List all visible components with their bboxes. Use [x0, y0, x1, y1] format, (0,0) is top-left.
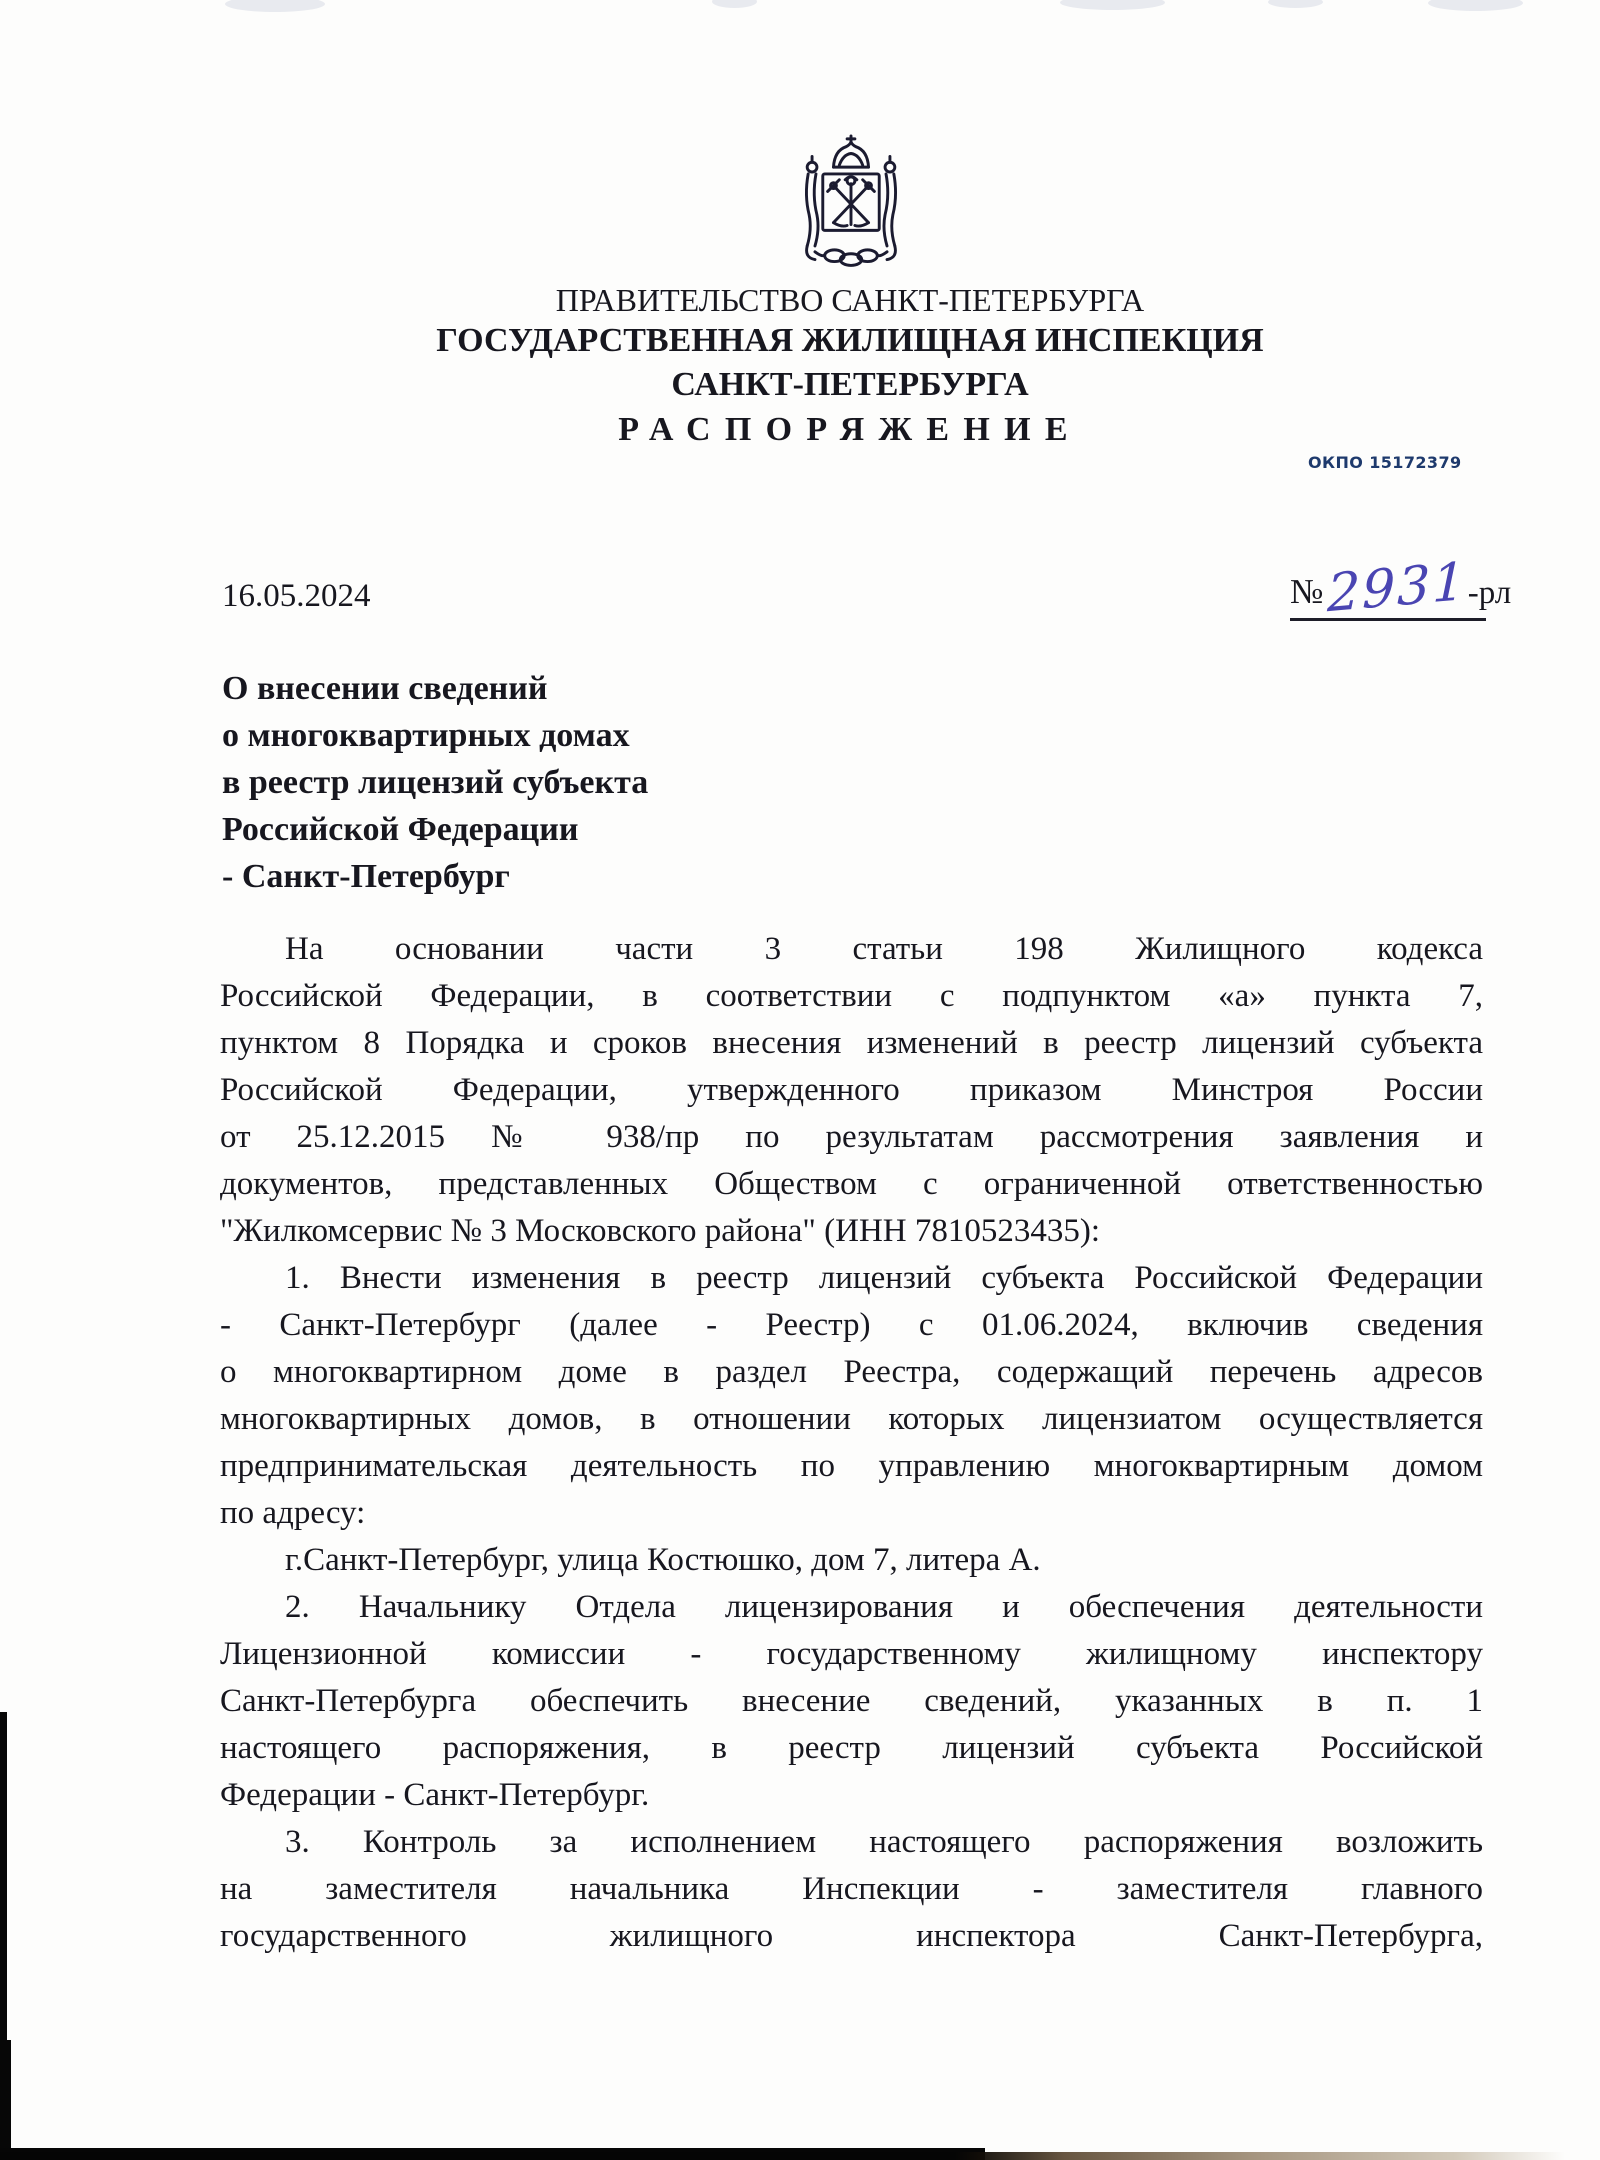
- org-name-inspection: ГОСУДАРСТВЕННАЯ ЖИЛИЩНАЯ ИНСПЕКЦИЯ: [436, 322, 1264, 359]
- scan-smudge: [712, 0, 757, 8]
- scan-smudge: [1060, 0, 1165, 10]
- title-line: Российской Федерации: [222, 811, 579, 848]
- body-line: Российской Федерации, в соответствии с подпунктом «а» пункта 7,: [220, 978, 1483, 1014]
- coat-of-arms-icon: [778, 134, 924, 282]
- body-line: по адресу:: [220, 1495, 366, 1531]
- body-line: предпринимательская деятельность по управлению многоквартирным домом: [220, 1448, 1483, 1484]
- body-line: на заместителя начальника Инспекции - заместителя главного: [220, 1871, 1483, 1907]
- body-line: о многоквартирном доме в раздел Реестра, содержащий перечень адресов: [220, 1354, 1483, 1390]
- body-line: Федерации - Санкт-Петербург.: [220, 1777, 650, 1813]
- title-line: о многоквартирных домах: [222, 717, 630, 754]
- title-line: в реестр лицензий субъекта: [222, 764, 649, 801]
- document-body: [220, 926, 1483, 1960]
- org-name-government: ПРАВИТЕЛЬСТВО САНКТ-ПЕТЕРБУРГА: [555, 282, 1145, 318]
- body-line: - Санкт-Петербург (далее - Реестр) с 01.06.2024, включив сведения: [220, 1307, 1483, 1343]
- body-line: 3. Контроль за исполнением настоящего распоряжения возложить: [285, 1824, 1483, 1860]
- document-number: [1290, 551, 1512, 625]
- body-line: г.Санкт-Петербург, улица Костюшко, дом 7, литера А.: [285, 1542, 1041, 1578]
- scan-edge-artifact: [0, 2040, 11, 2160]
- number-sign: №: [1290, 572, 1324, 611]
- document-title: [222, 665, 862, 900]
- body-line: На основании части 3 статьи 198 Жилищного кодекса: [285, 931, 1483, 967]
- title-line: - Санкт-Петербург: [222, 858, 510, 895]
- body-line: настоящего распоряжения, в реестр лицензий субъекта Российской: [220, 1730, 1483, 1766]
- scan-smudge: [1428, 0, 1523, 11]
- scan-edge-artifact: [0, 2152, 1565, 2160]
- body-line: государственного жилищного инспектора Санкт-Петербурга,: [220, 1918, 1483, 1954]
- document-date: 16.05.2024: [222, 578, 371, 614]
- scan-smudge: [1268, 0, 1323, 8]
- body-line: Санкт-Петербурга обеспечить внесение сведений, указанных в п. 1: [220, 1683, 1483, 1719]
- scan-smudge: [225, 0, 325, 12]
- body-line: пунктом 8 Порядка и сроков внесения изменений в реестр лицензий субъекта: [220, 1025, 1483, 1061]
- okpo-code: ОКПО 15172379: [1308, 453, 1462, 472]
- letterhead: [250, 281, 1450, 453]
- title-line: О внесении сведений: [222, 670, 548, 707]
- number-handwritten: 2931: [1327, 551, 1469, 625]
- body-line: Лицензионной комиссии - государственному жилищному инспектору: [220, 1636, 1483, 1672]
- body-line: Российской Федерации, утвержденного приказом Минстроя России: [220, 1072, 1483, 1108]
- body-line: "Жилкомсервис № 3 Московского района" (ИНН 7810523435):: [220, 1213, 1101, 1249]
- body-line: многоквартирных домов, в отношении которых лицензиатом осуществляется: [220, 1401, 1483, 1437]
- body-line: 1. Внести изменения в реестр лицензий субъекта Российской Федерации: [285, 1260, 1483, 1296]
- body-line: 2. Начальнику Отдела лицензирования и обеспечения деятельности: [285, 1589, 1483, 1625]
- body-line: от 25.12.2015 № 938/пр по результатам рассмотрения заявления и: [220, 1119, 1483, 1155]
- org-name-city: САНКТ-ПЕТЕРБУРГА: [671, 366, 1029, 403]
- number-suffix: -рл: [1467, 575, 1512, 611]
- body-line: документов, представленных Обществом с ограниченной ответственностью: [220, 1166, 1483, 1202]
- document-type-heading: РАСПОРЯЖЕНИЕ: [618, 411, 1082, 448]
